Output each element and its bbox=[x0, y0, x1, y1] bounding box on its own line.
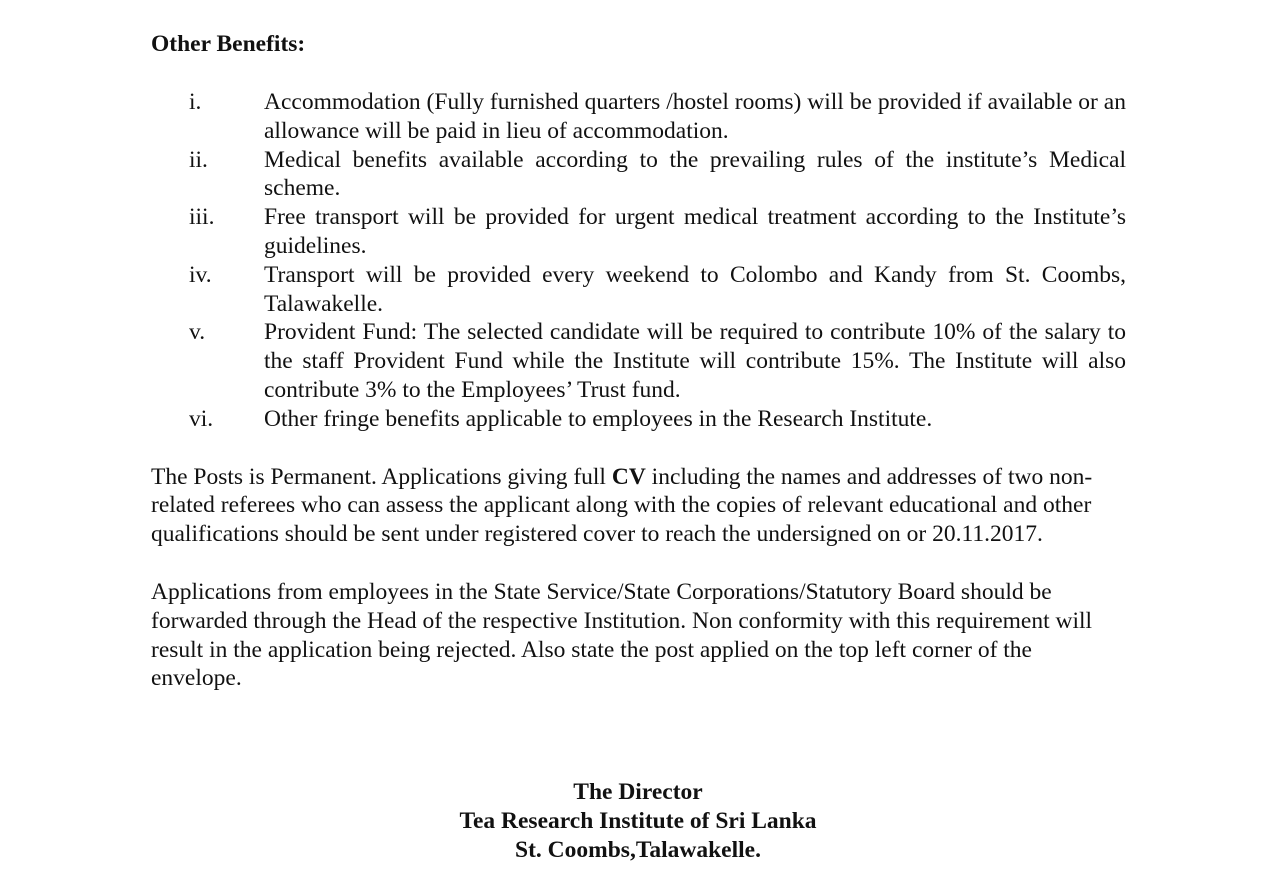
benefit-numeral: i. bbox=[189, 89, 202, 115]
benefit-text: Provident Fund: The selected candidate will be required to contribute 10% of the salary to the staff Provident Fund while the Institute will contribute 15%. The Institute will also contribute 3% to the Employees’ Trust fund. bbox=[264, 319, 1126, 403]
benefits-list bbox=[151, 88, 1126, 434]
benefit-item bbox=[151, 405, 1126, 434]
benefit-text: Transport will be provided every weekend to Colombo and Kandy from St. Coombs, Talawakelle. bbox=[264, 261, 1126, 317]
signature-title: The Director bbox=[573, 779, 703, 805]
benefit-item bbox=[151, 88, 1126, 146]
signature-address: St. Coombs,Talawakelle. bbox=[515, 837, 761, 863]
benefit-numeral: iv. bbox=[189, 261, 212, 288]
benefit-text: Medical benefits available according to the prevailing rules of the institute’s Medical scheme. bbox=[264, 146, 1126, 202]
benefit-item bbox=[151, 318, 1126, 404]
document-body bbox=[151, 30, 1126, 693]
signature-block bbox=[0, 778, 1276, 865]
benefit-item bbox=[151, 146, 1126, 204]
benefit-numeral: iii. bbox=[189, 204, 215, 231]
benefit-numeral: v. bbox=[189, 319, 206, 346]
benefit-text: Other fringe benefits applicable to employees in the Research Institute. bbox=[264, 405, 933, 432]
application-text-end: including the names and addresses of two non-related referees who can assess the applicant along with the copies of relevant educational and other qualifications should be sent under registered cover to reach the undersigned on or 20.11.2017. bbox=[151, 463, 1093, 548]
cv-emphasis: CV bbox=[611, 463, 646, 490]
benefit-item bbox=[151, 203, 1126, 261]
benefit-item bbox=[151, 261, 1126, 319]
benefit-text: Free transport will be provided for urgent medical treatment according to the Institute’s guidelines. bbox=[264, 204, 1126, 259]
section-heading: Other Benefits: bbox=[151, 31, 306, 57]
signature-institute: Tea Research Institute of Sri Lanka bbox=[459, 808, 817, 834]
benefit-numeral: vi. bbox=[189, 405, 214, 432]
benefit-text: Accommodation (Fully furnished quarters /hostel rooms) will be provided if available or an allowance will be paid in lieu of accommodation. bbox=[264, 89, 1126, 144]
benefit-numeral: ii. bbox=[189, 146, 208, 173]
state-service-paragraph: Applications from employees in the State Service/State Corporations/Statutory Board should be forwarded through the Head of the respective Institution. Non conformity with this requirement will result in the application being rejected. Also state the post applied on the top left corner of the envelope. bbox=[151, 578, 1093, 692]
application-text-start: The Posts is Permanent. Applications giving full bbox=[151, 463, 612, 490]
application-paragraph bbox=[151, 463, 1126, 549]
